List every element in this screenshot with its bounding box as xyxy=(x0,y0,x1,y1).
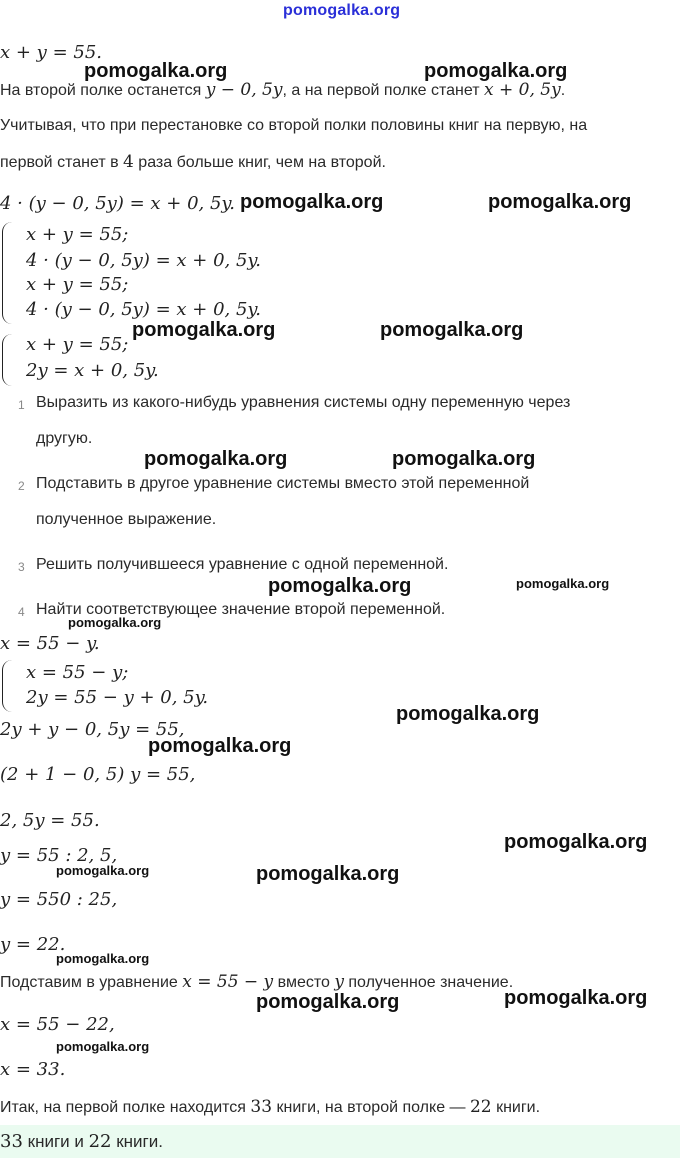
step-number: 3 xyxy=(18,560,25,574)
watermark: pomogalka.org xyxy=(240,191,384,213)
watermark: pomogalka.org xyxy=(256,863,400,885)
equation-step: y = 55 : 2, 5, xyxy=(0,845,118,866)
watermark: pomogalka.org xyxy=(424,60,568,82)
watermark: pomogalka.org xyxy=(504,987,648,1009)
equation-step: x = 33. xyxy=(0,1059,66,1080)
equation-step: 2y + y − 0, 5y = 55, xyxy=(0,719,185,740)
system-3-line: x = 55 − y; xyxy=(26,662,129,683)
watermark: pomogalka.org xyxy=(68,615,162,630)
equation-step: y = 22. xyxy=(0,934,66,955)
system-1 xyxy=(2,222,302,324)
watermark: pomogalka.org xyxy=(392,448,536,470)
answer-text: 33 книги и 22 книги. xyxy=(0,1131,163,1152)
system-2-line: x + y = 55; xyxy=(26,334,129,355)
watermark: pomogalka.org xyxy=(396,703,540,725)
paragraph-substitute: Подставим в уравнение x = 55 − y вместо y полученное значение. xyxy=(0,972,514,992)
watermark: pomogalka.org xyxy=(144,448,288,470)
step-text: Выразить из какого-нибудь уравнения системы одну переменную через xyxy=(36,394,571,411)
watermark: pomogalka.org xyxy=(56,951,150,966)
system-3-line: 2y = 55 − y + 0, 5y. xyxy=(26,687,209,708)
watermark: pomogalka.org xyxy=(488,191,632,213)
step-number: 2 xyxy=(18,479,25,493)
paragraph-conclusion: Итак, на первой полке находится 33 книги, на второй полке — 22 книги. xyxy=(0,1097,541,1117)
brace-icon xyxy=(2,660,15,712)
brace-icon xyxy=(2,222,15,324)
step-text: Найти соответствующее значение второй переменной. xyxy=(36,601,446,618)
step-number: 1 xyxy=(18,398,25,412)
step-text: Подставить в другое уравнение системы вместо этой переменной xyxy=(36,475,530,492)
equation-condition: 4 · (y − 0, 5y) = x + 0, 5y. xyxy=(0,193,235,214)
equation-step: 2, 5y = 55. xyxy=(0,810,100,831)
watermark: pomogalka.org xyxy=(56,863,150,878)
equation-step: x = 55 − 22, xyxy=(0,1014,115,1035)
paragraph-shelves: На второй полке останется y − 0, 5y, а на первой полке станет x + 0, 5y. xyxy=(0,80,566,100)
answer-box xyxy=(0,1125,680,1158)
watermark-top: pomogalka.org xyxy=(283,2,401,19)
system-1-line: 4 · (y − 0, 5y) = x + 0, 5y. xyxy=(26,299,261,320)
watermark: pomogalka.org xyxy=(516,576,610,591)
system-1-line: 4 · (y − 0, 5y) = x + 0, 5y. xyxy=(26,250,261,271)
step-text: Решить получившееся уравнение с одной переменной. xyxy=(36,556,449,573)
watermark: pomogalka.org xyxy=(132,319,276,341)
equation-sum: x + y = 55. xyxy=(0,42,102,63)
step-text: другую. xyxy=(36,430,93,447)
step-text: полученное выражение. xyxy=(36,511,217,528)
system-1-line: x + y = 55; xyxy=(26,274,129,295)
equation-step: (2 + 1 − 0, 5) y = 55, xyxy=(0,764,196,785)
watermark: pomogalka.org xyxy=(268,575,412,597)
equation-express-x: x = 55 − y. xyxy=(0,633,100,654)
equation-step: y = 550 : 25, xyxy=(0,889,118,910)
system-1-line: x + y = 55; xyxy=(26,224,129,245)
paragraph-condition-line1: Учитывая, что при перестановке со второй полки половины книг на первую, на xyxy=(0,117,588,134)
system-3 xyxy=(2,660,302,712)
step-number: 4 xyxy=(18,605,25,619)
paragraph-condition-line2: первой станет в 4 раза больше книг, чем на второй. xyxy=(0,152,386,172)
brace-icon xyxy=(2,334,15,386)
system-2-line: 2y = x + 0, 5y. xyxy=(26,360,159,381)
watermark: pomogalka.org xyxy=(148,735,292,757)
watermark: pomogalka.org xyxy=(84,60,228,82)
watermark: pomogalka.org xyxy=(380,319,524,341)
watermark: pomogalka.org xyxy=(56,1039,150,1054)
watermark: pomogalka.org xyxy=(256,991,400,1013)
watermark: pomogalka.org xyxy=(504,831,648,853)
